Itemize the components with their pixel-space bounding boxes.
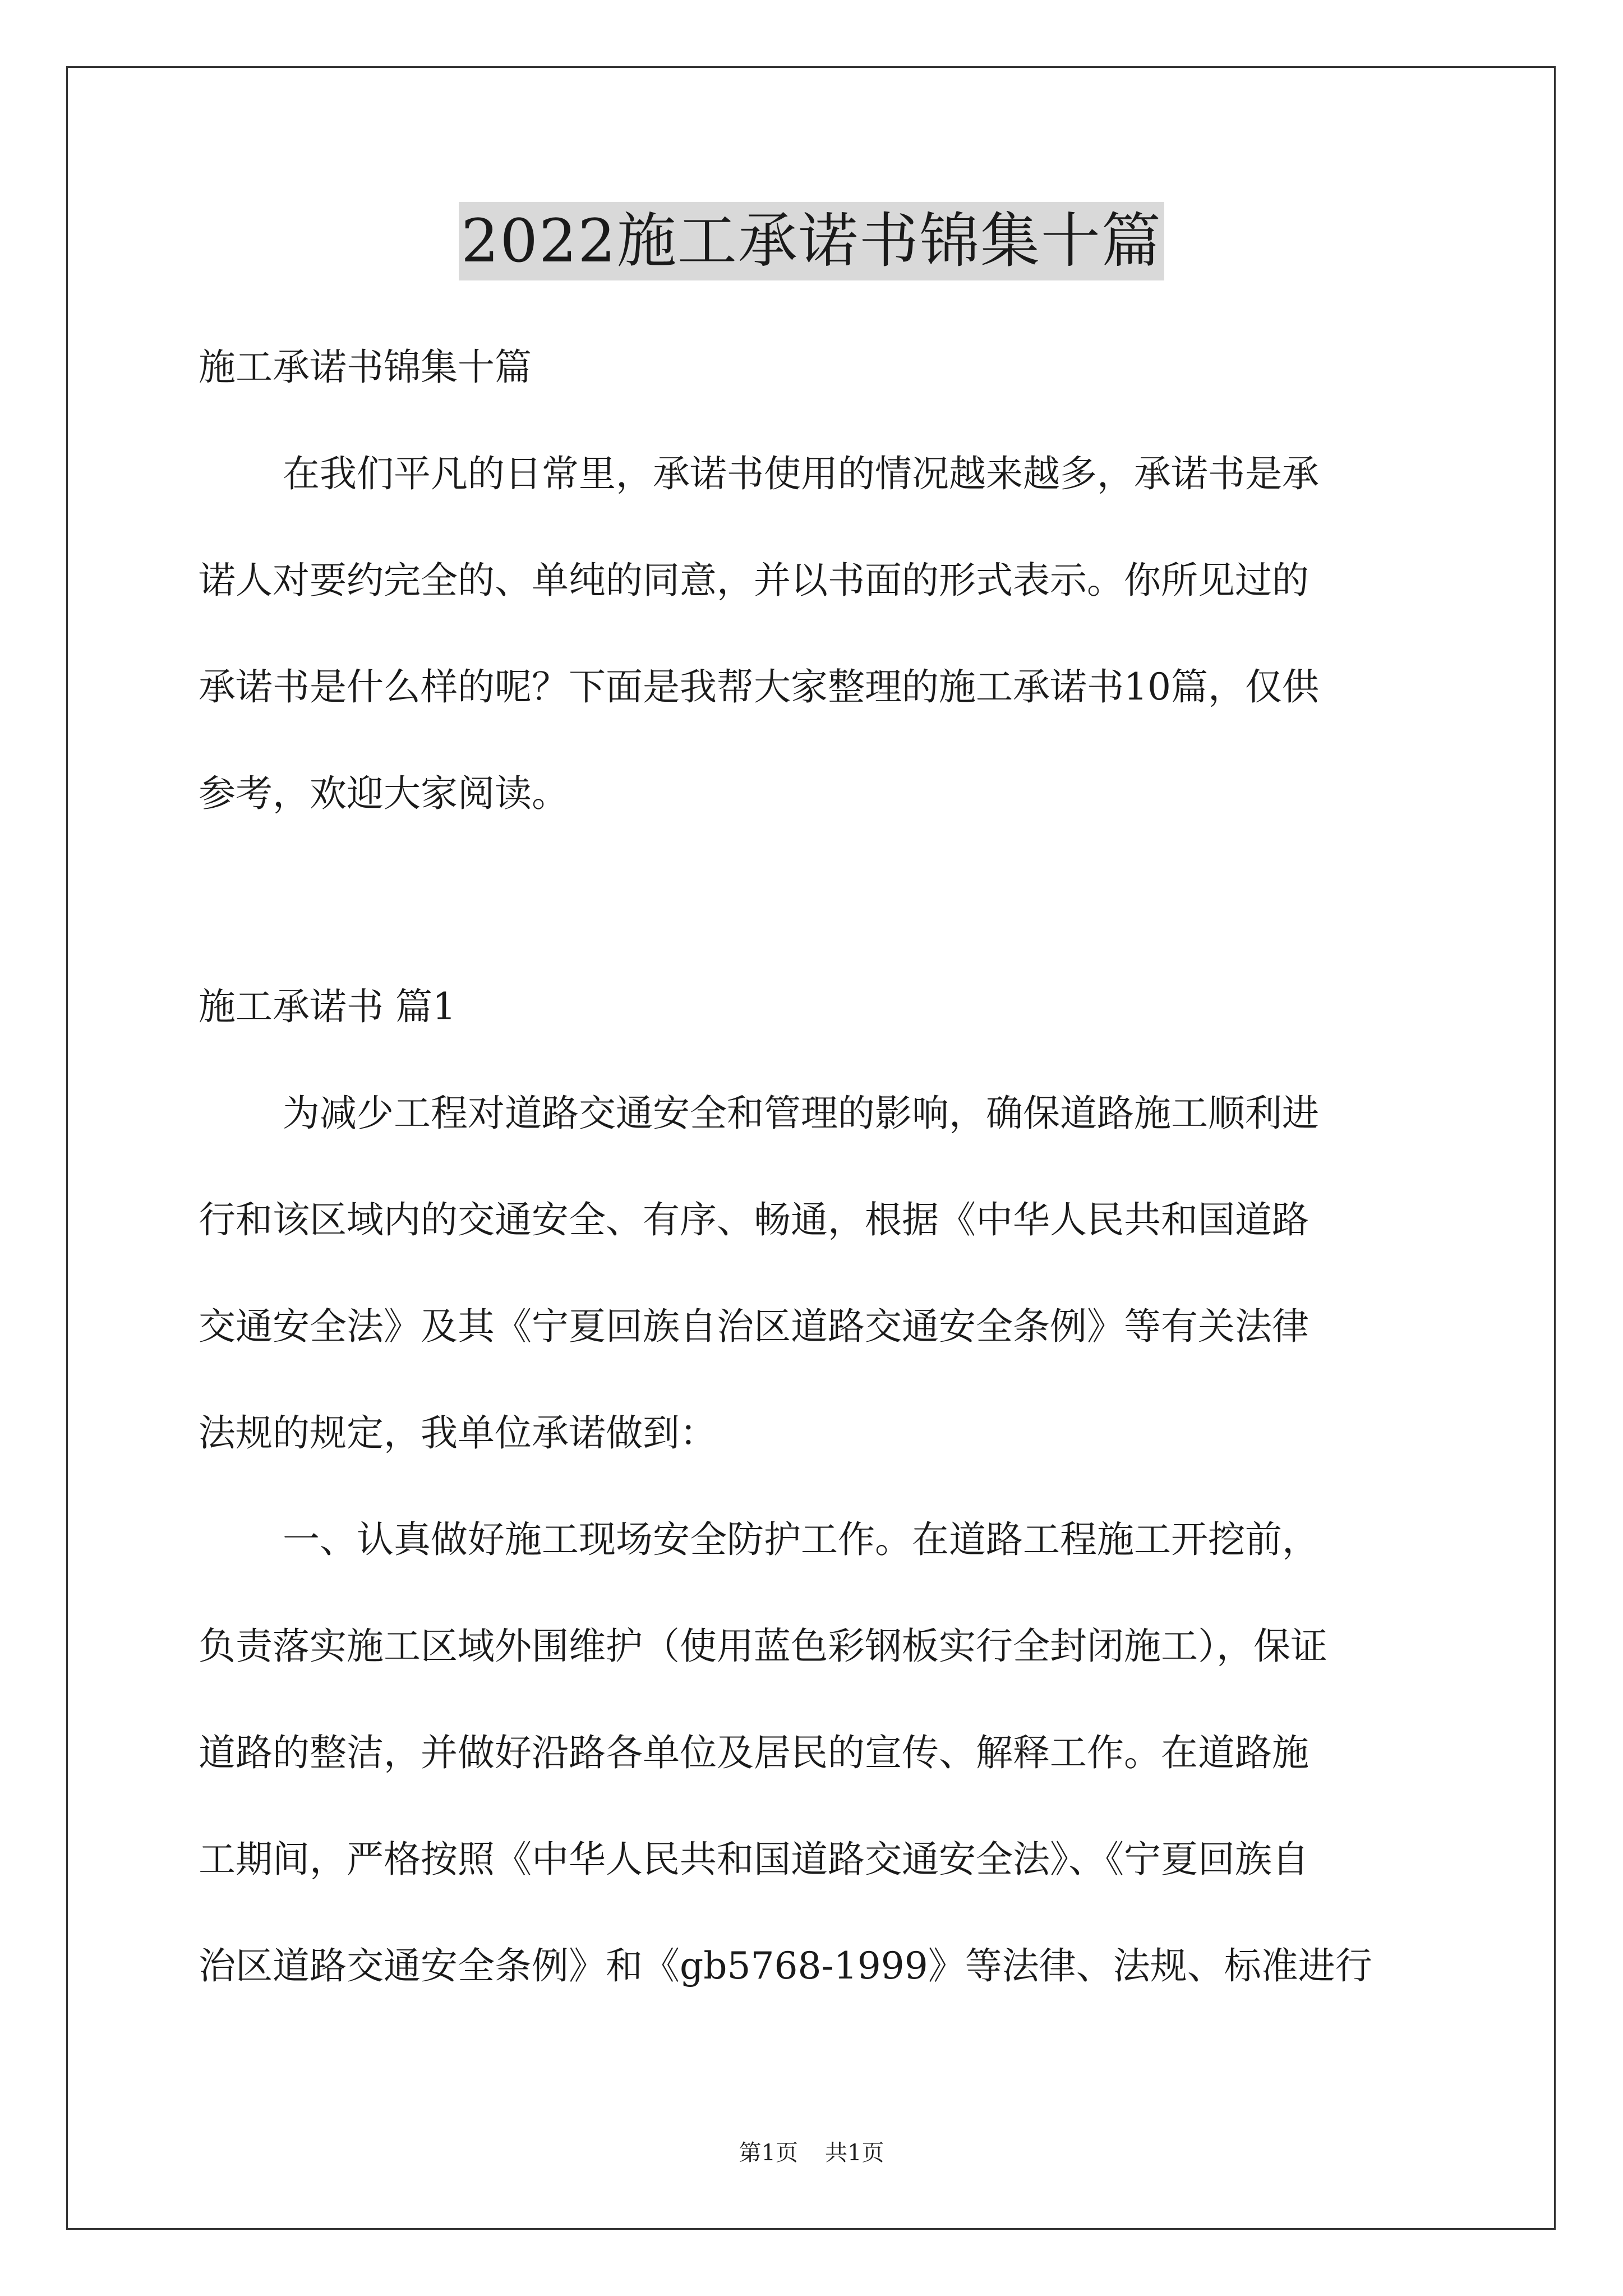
page-footer — [0, 2136, 1623, 2170]
paragraph-line: 行和该区域内的交通安全、有序、畅通，根据《中华人民共和国道路 — [199, 1198, 1309, 1241]
intro-line: 诺人对要约完全的、单纯的同意，并以书面的形式表示。你所见过的 — [199, 559, 1309, 602]
paragraph-line: 道路的整洁，并做好沿路各单位及居民的宣传、解释工作。在道路施 — [199, 1731, 1309, 1774]
document-title: 2022施工承诺书锦集十篇 — [459, 202, 1164, 280]
title-area — [0, 202, 1623, 280]
document-subtitle: 施工承诺书锦集十篇 — [199, 346, 532, 389]
section-heading: 施工承诺书 篇1 — [199, 985, 456, 1028]
paragraph-line: 一、认真做好施工现场安全防护工作。在道路工程施工开挖前， — [283, 1518, 1319, 1561]
paragraph-line: 负责落实施工区域外围维护（使用蓝色彩钢板实行全封闭施工），保证 — [199, 1625, 1327, 1668]
paragraph-line: 交通安全法》及其《宁夏回族自治区道路交通安全条例》等有关法律 — [199, 1305, 1309, 1348]
page-total: 共1页 — [825, 2140, 884, 2166]
intro-line: 在我们平凡的日常里，承诺书使用的情况越来越多，承诺书是承 — [283, 452, 1319, 495]
paragraph-line: 法规的规定，我单位承诺做到： — [199, 1411, 717, 1455]
intro-line: 承诺书是什么样的呢？下面是我帮大家整理的施工承诺书10篇，仅供 — [199, 665, 1319, 708]
paragraph-line: 为减少工程对道路交通安全和管理的影响，确保道路施工顺利进 — [283, 1092, 1319, 1135]
section-spacer — [199, 847, 1427, 954]
intro-line: 参考，欢迎大家阅读。 — [199, 772, 569, 815]
paragraph-line: 工期间，严格按照《中华人民共和国道路交通安全法》、《宁夏回族自 — [199, 1838, 1309, 1881]
page-number: 第1页 — [739, 2140, 798, 2166]
document-body — [199, 314, 1427, 2019]
paragraph-line: 治区道路交通安全条例》和《gb5768-1999》等法律、法规、标准进行 — [199, 1944, 1372, 1987]
